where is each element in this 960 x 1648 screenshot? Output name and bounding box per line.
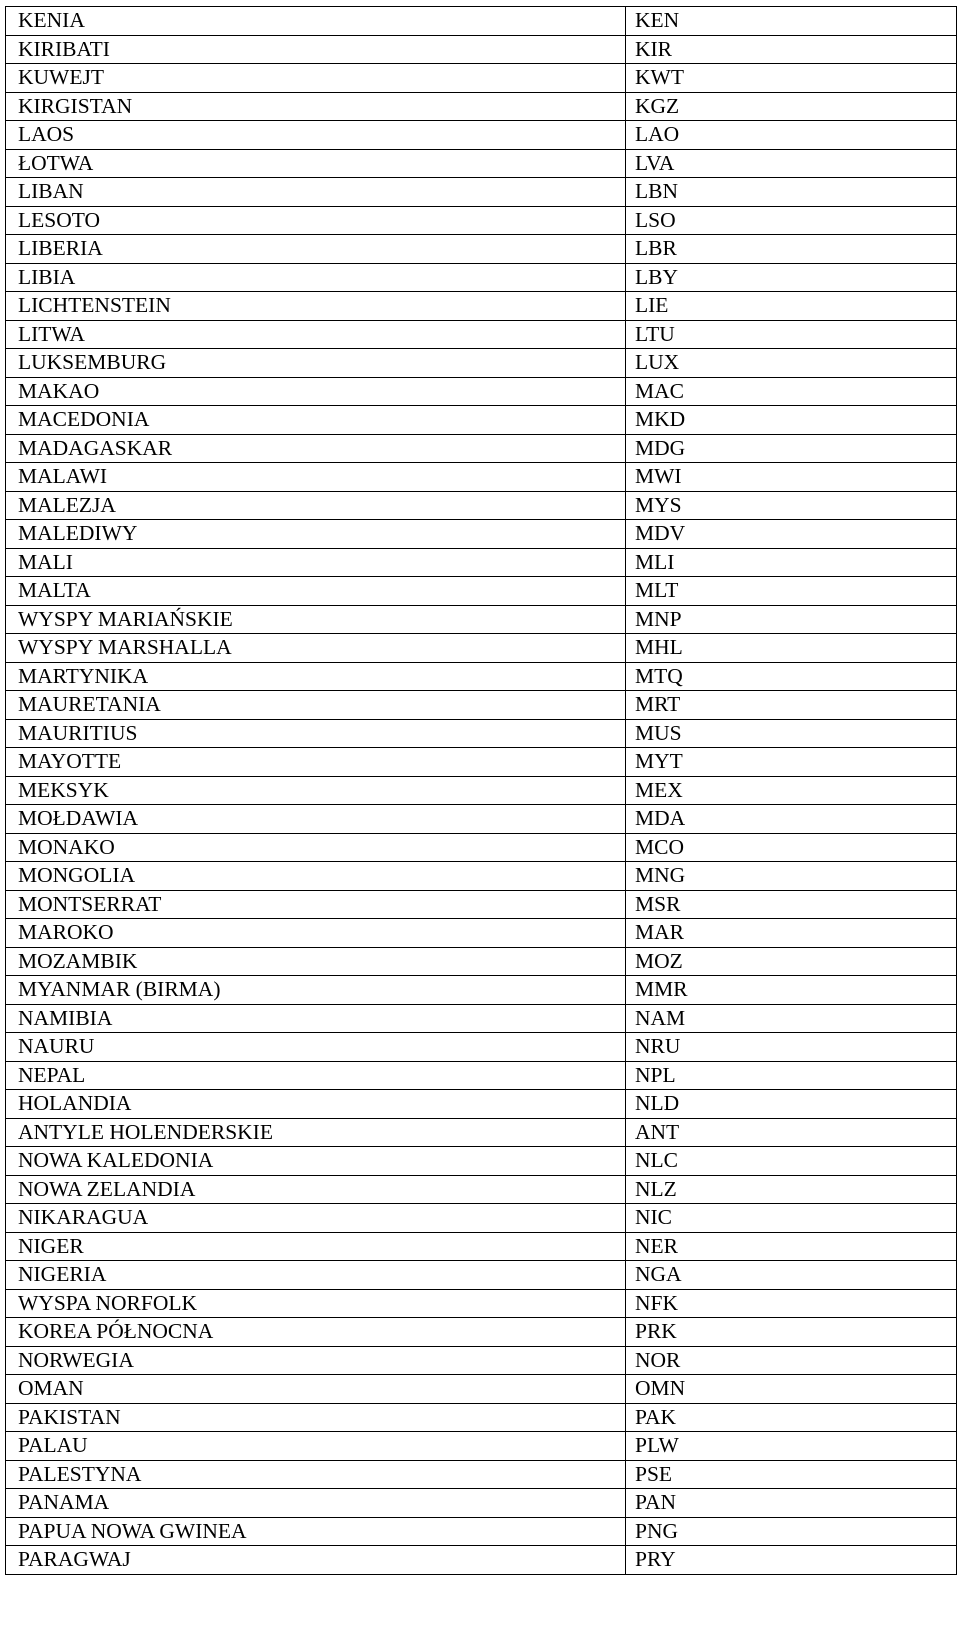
- country-name-cell: MYANMAR (BIRMA): [6, 976, 626, 1005]
- table-row: [6, 1033, 957, 1062]
- country-name-cell: NOWA ZELANDIA: [6, 1175, 626, 1204]
- table-row: [6, 1004, 957, 1033]
- country-code-cell: PAK: [626, 1403, 957, 1432]
- table-row: [6, 149, 957, 178]
- country-name-cell: PARAGWAJ: [6, 1546, 626, 1575]
- table-row: [6, 1090, 957, 1119]
- country-code-cell: NLC: [626, 1147, 957, 1176]
- country-code-table-body: [6, 7, 957, 1575]
- country-name-cell: WYSPY MARIAŃSKIE: [6, 605, 626, 634]
- table-row: [6, 349, 957, 378]
- country-code-cell: MDG: [626, 434, 957, 463]
- country-code-cell: MDV: [626, 520, 957, 549]
- country-code-cell: NLZ: [626, 1175, 957, 1204]
- country-name-cell: NIGERIA: [6, 1261, 626, 1290]
- country-code-cell: LSO: [626, 206, 957, 235]
- country-code-cell: MLT: [626, 577, 957, 606]
- country-code-cell: NPL: [626, 1061, 957, 1090]
- table-row: [6, 1175, 957, 1204]
- country-name-cell: MAKAO: [6, 377, 626, 406]
- country-code-cell: MMR: [626, 976, 957, 1005]
- country-code-cell: KIR: [626, 35, 957, 64]
- table-row: [6, 634, 957, 663]
- table-row: [6, 862, 957, 891]
- country-code-cell: LBN: [626, 178, 957, 207]
- country-code-cell: MDA: [626, 805, 957, 834]
- country-name-cell: MOŁDAWIA: [6, 805, 626, 834]
- country-code-cell: LIE: [626, 292, 957, 321]
- table-row: [6, 1403, 957, 1432]
- table-row: [6, 235, 957, 264]
- country-name-cell: MARTYNIKA: [6, 662, 626, 691]
- country-code-cell: PRY: [626, 1546, 957, 1575]
- country-code-cell: LAO: [626, 121, 957, 150]
- table-row: [6, 719, 957, 748]
- country-name-cell: LICHTENSTEIN: [6, 292, 626, 321]
- country-code-cell: KWT: [626, 64, 957, 93]
- country-code-cell: KGZ: [626, 92, 957, 121]
- country-name-cell: NIGER: [6, 1232, 626, 1261]
- country-name-cell: MAURITIUS: [6, 719, 626, 748]
- table-row: [6, 833, 957, 862]
- table-row: [6, 748, 957, 777]
- table-row: [6, 1346, 957, 1375]
- table-row: [6, 890, 957, 919]
- country-code-cell: MKD: [626, 406, 957, 435]
- table-row: [6, 1261, 957, 1290]
- table-row: [6, 320, 957, 349]
- country-name-cell: MAROKO: [6, 919, 626, 948]
- country-name-cell: KIRGISTAN: [6, 92, 626, 121]
- country-name-cell: LIBAN: [6, 178, 626, 207]
- table-row: [6, 1118, 957, 1147]
- country-code-cell: LUX: [626, 349, 957, 378]
- country-name-cell: MALAWI: [6, 463, 626, 492]
- table-row: [6, 1204, 957, 1233]
- table-row: [6, 406, 957, 435]
- table-row: [6, 377, 957, 406]
- country-name-cell: LUKSEMBURG: [6, 349, 626, 378]
- country-code-cell: MAC: [626, 377, 957, 406]
- table-row: [6, 976, 957, 1005]
- table-row: [6, 605, 957, 634]
- table-row: [6, 577, 957, 606]
- table-row: [6, 520, 957, 549]
- country-name-cell: NORWEGIA: [6, 1346, 626, 1375]
- table-row: [6, 1318, 957, 1347]
- country-code-cell: MYT: [626, 748, 957, 777]
- table-row: [6, 263, 957, 292]
- table-row: [6, 1232, 957, 1261]
- country-code-cell: MOZ: [626, 947, 957, 976]
- country-name-cell: MALEZJA: [6, 491, 626, 520]
- country-code-cell: NOR: [626, 1346, 957, 1375]
- country-name-cell: KOREA PÓŁNOCNA: [6, 1318, 626, 1347]
- country-code-cell: MRT: [626, 691, 957, 720]
- country-name-cell: ŁOTWA: [6, 149, 626, 178]
- country-code-cell: NLD: [626, 1090, 957, 1119]
- country-name-cell: MACEDONIA: [6, 406, 626, 435]
- country-code-cell: MNP: [626, 605, 957, 634]
- country-name-cell: ANTYLE HOLENDERSKIE: [6, 1118, 626, 1147]
- country-name-cell: NEPAL: [6, 1061, 626, 1090]
- country-name-cell: MONAKO: [6, 833, 626, 862]
- table-row: [6, 434, 957, 463]
- table-row: [6, 121, 957, 150]
- country-code-cell: PSE: [626, 1460, 957, 1489]
- table-row: [6, 1432, 957, 1461]
- table-row: [6, 1289, 957, 1318]
- country-name-cell: MEKSYK: [6, 776, 626, 805]
- country-name-cell: MAURETANIA: [6, 691, 626, 720]
- table-row: [6, 1375, 957, 1404]
- table-row: [6, 1147, 957, 1176]
- country-code-cell: MTQ: [626, 662, 957, 691]
- country-code-cell: NFK: [626, 1289, 957, 1318]
- country-code-cell: MSR: [626, 890, 957, 919]
- table-row: [6, 491, 957, 520]
- country-name-cell: MADAGASKAR: [6, 434, 626, 463]
- country-code-cell: MHL: [626, 634, 957, 663]
- country-name-cell: WYSPY MARSHALLA: [6, 634, 626, 663]
- country-code-cell: LTU: [626, 320, 957, 349]
- country-code-cell: NAM: [626, 1004, 957, 1033]
- country-name-cell: MALEDIWY: [6, 520, 626, 549]
- table-row: [6, 292, 957, 321]
- country-code-cell: NER: [626, 1232, 957, 1261]
- country-code-cell: MEX: [626, 776, 957, 805]
- table-row: [6, 7, 957, 36]
- country-code-cell: PLW: [626, 1432, 957, 1461]
- country-name-cell: HOLANDIA: [6, 1090, 626, 1119]
- document-page: [5, 6, 956, 1575]
- country-name-cell: PAPUA NOWA GWINEA: [6, 1517, 626, 1546]
- table-row: [6, 919, 957, 948]
- country-name-cell: MONGOLIA: [6, 862, 626, 891]
- table-row: [6, 92, 957, 121]
- country-code-cell: LVA: [626, 149, 957, 178]
- country-code-cell: PAN: [626, 1489, 957, 1518]
- table-row: [6, 1061, 957, 1090]
- country-name-cell: NOWA KALEDONIA: [6, 1147, 626, 1176]
- table-row: [6, 1460, 957, 1489]
- country-code-cell: PNG: [626, 1517, 957, 1546]
- country-name-cell: PALAU: [6, 1432, 626, 1461]
- country-name-cell: MAYOTTE: [6, 748, 626, 777]
- country-code-cell: NRU: [626, 1033, 957, 1062]
- table-row: [6, 662, 957, 691]
- country-code-cell: MUS: [626, 719, 957, 748]
- table-row: [6, 947, 957, 976]
- country-name-cell: LESOTO: [6, 206, 626, 235]
- table-row: [6, 64, 957, 93]
- country-name-cell: KUWEJT: [6, 64, 626, 93]
- table-row: [6, 691, 957, 720]
- country-name-cell: LAOS: [6, 121, 626, 150]
- country-code-cell: NIC: [626, 1204, 957, 1233]
- country-code-cell: LBR: [626, 235, 957, 264]
- country-name-cell: LITWA: [6, 320, 626, 349]
- table-row: [6, 805, 957, 834]
- country-name-cell: MALTA: [6, 577, 626, 606]
- table-row: [6, 463, 957, 492]
- country-name-cell: PAKISTAN: [6, 1403, 626, 1432]
- country-name-cell: MALI: [6, 548, 626, 577]
- country-name-cell: WYSPA NORFOLK: [6, 1289, 626, 1318]
- country-name-cell: PALESTYNA: [6, 1460, 626, 1489]
- country-code-cell: LBY: [626, 263, 957, 292]
- country-code-cell: MWI: [626, 463, 957, 492]
- table-row: [6, 1546, 957, 1575]
- country-code-cell: KEN: [626, 7, 957, 36]
- country-name-cell: LIBIA: [6, 263, 626, 292]
- country-code-cell: MCO: [626, 833, 957, 862]
- table-row: [6, 1517, 957, 1546]
- table-row: [6, 178, 957, 207]
- country-code-cell: MAR: [626, 919, 957, 948]
- country-code-cell: ANT: [626, 1118, 957, 1147]
- table-row: [6, 206, 957, 235]
- country-name-cell: NAURU: [6, 1033, 626, 1062]
- country-name-cell: KIRIBATI: [6, 35, 626, 64]
- country-code-table: [5, 6, 957, 1575]
- country-name-cell: NIKARAGUA: [6, 1204, 626, 1233]
- table-row: [6, 776, 957, 805]
- country-name-cell: NAMIBIA: [6, 1004, 626, 1033]
- country-code-cell: OMN: [626, 1375, 957, 1404]
- country-name-cell: OMAN: [6, 1375, 626, 1404]
- country-name-cell: LIBERIA: [6, 235, 626, 264]
- country-code-cell: NGA: [626, 1261, 957, 1290]
- table-row: [6, 35, 957, 64]
- table-row: [6, 1489, 957, 1518]
- country-name-cell: MONTSERRAT: [6, 890, 626, 919]
- country-name-cell: PANAMA: [6, 1489, 626, 1518]
- country-code-cell: MNG: [626, 862, 957, 891]
- country-code-cell: MLI: [626, 548, 957, 577]
- table-row: [6, 548, 957, 577]
- country-code-cell: PRK: [626, 1318, 957, 1347]
- country-name-cell: KENIA: [6, 7, 626, 36]
- country-code-cell: MYS: [626, 491, 957, 520]
- country-name-cell: MOZAMBIK: [6, 947, 626, 976]
